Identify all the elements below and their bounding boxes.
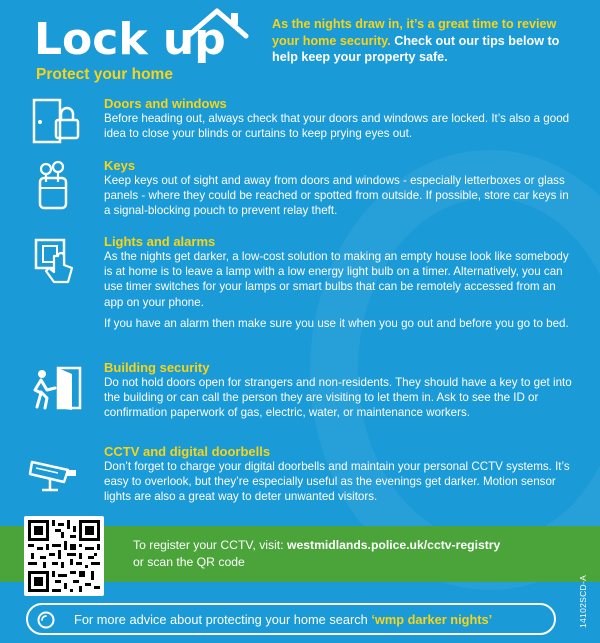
section-title: Doors and windows <box>104 96 227 111</box>
section-body <box>104 444 578 505</box>
cctv-camera-icon <box>28 448 84 498</box>
section-title: Lights and alarms <box>104 234 216 249</box>
light-switch-icon <box>28 236 84 286</box>
cctv-register-text <box>133 538 500 552</box>
search-icon <box>36 610 56 630</box>
section-title: Building security <box>104 360 210 375</box>
section-paragraph: Before heading out, always check that your doors and windows are locked. It’s also a good idea to close your blinds or curtains to keep prying eyes out. <box>104 112 570 141</box>
lock-up-logo <box>34 6 264 86</box>
section-title: CCTV and digital doorbells <box>104 444 271 459</box>
section-paragraph: As the nights get darker, a low-cost solution to making an empty house look like somebody is at home is to leave a lamp with a low energy light bulb on a timer. Alternatively, you can use timer switches for your lamps or smart bulbs that can be remotely accessed from an app on your phone. <box>104 250 569 309</box>
cctv-registry-link[interactable]: westmidlands.police.uk/cctv-registry <box>286 538 501 552</box>
section-body <box>104 158 578 219</box>
intro-rest: Check out our tips below to help keep your property safe. <box>272 33 560 64</box>
door-lock-icon <box>28 98 84 148</box>
cctv-scan-text: or scan the QR code <box>133 555 245 569</box>
intro-text <box>272 16 577 66</box>
section-body <box>104 234 578 331</box>
section-body <box>104 360 578 421</box>
person-exit-door-icon <box>28 364 84 414</box>
cctv-register-prefix: To register your CCTV, visit: <box>133 538 287 552</box>
section-paragraph: If you have an alarm then make sure you use it when you go out and before you go to bed. <box>104 316 569 330</box>
section-paragraph: Don’t forget to charge your digital doorbells and maintain your personal CCTV systems. It’s easy to overlook, but they’re especially useful as the evenings get darker. Motion sensor lights are also a great way to deter unwanted visitors. <box>104 460 570 504</box>
print-reference-code: 14102SCD-A <box>578 574 588 628</box>
qr-code[interactable] <box>24 516 104 596</box>
search-advice-pill <box>26 603 556 635</box>
logo-tagline: Protect your home <box>36 66 173 83</box>
header <box>0 0 600 92</box>
intro-highlight: As the nights draw in, it’s a great time to review your home security. <box>272 17 557 48</box>
section-paragraph: Do not hold doors open for strangers and non-residents. They should have a key to get into the building or can call the person they are visiting to let them in. Ask to see the ID or confirmation paperwork of gas, electric, water, or maintenance workers. <box>104 376 572 420</box>
section-title: Keys <box>104 158 136 173</box>
search-advice-prefix: For more advice about protecting your home search <box>74 612 372 627</box>
section-body <box>104 96 578 141</box>
qr-code-icon <box>28 520 100 592</box>
section-paragraph: Keep keys out of sight and away from doors and windows - especially letterboxes or glass panels - where they could be reached or spotted from outside. If possible, store car keys in a signal-blocking pouch to prevent relay theft. <box>104 174 569 218</box>
search-term: ‘wmp darker nights’ <box>371 612 493 627</box>
search-advice-text <box>74 612 492 627</box>
logo-title: Lock up <box>34 14 226 65</box>
keys-icon <box>28 160 84 210</box>
